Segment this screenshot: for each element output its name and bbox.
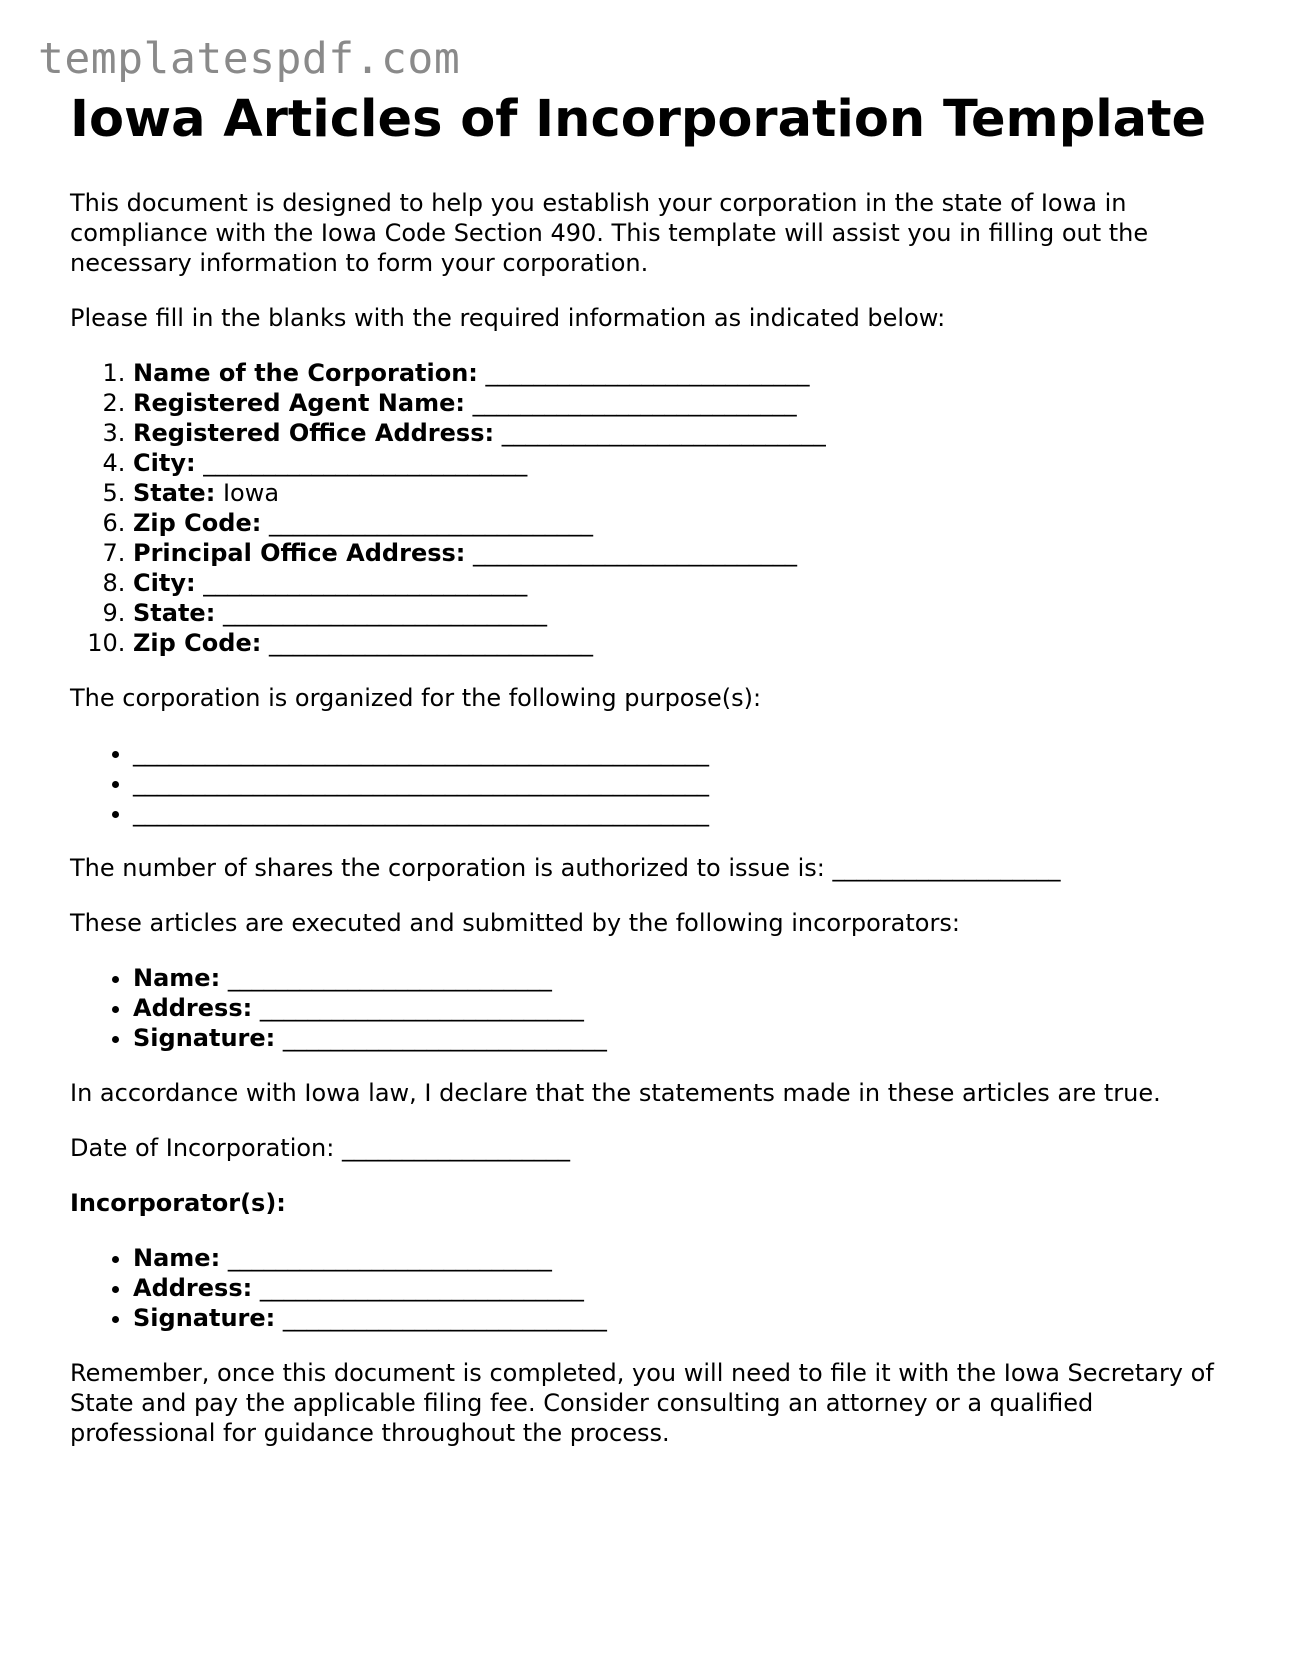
- field-value: ___________________________: [259, 1274, 584, 1302]
- field-value: ___________________________: [222, 599, 547, 627]
- purpose-blank: ________________________________________________: [133, 769, 709, 797]
- declaration-paragraph: In accordance with Iowa law, I declare that the statements made in these articles are true.: [70, 1079, 1161, 1107]
- field-value: ___________________________: [473, 539, 798, 567]
- field-value: Iowa: [222, 479, 280, 507]
- closing-paragraph: Remember, once this document is completed, you will need to file it with the Iowa Secretary of State and pay the applicable filing fee. Consider consulting an attorney or a qualified professional for guidance throughout the process.: [70, 1359, 1214, 1447]
- purpose-blank: ________________________________________________: [133, 739, 709, 767]
- field-value: ___________________________: [227, 964, 552, 992]
- incorporators-heading: Incorporator(s):: [70, 1189, 286, 1217]
- field-value: ___________________________: [203, 449, 528, 477]
- field-label: State:: [133, 599, 216, 627]
- field-value: ___________________________: [282, 1304, 607, 1332]
- date-blank: ___________________: [341, 1134, 570, 1162]
- field-label: Name of the Corporation:: [133, 359, 478, 387]
- watermark: templatespdf.com: [38, 34, 461, 84]
- field-value: ___________________________: [203, 569, 528, 597]
- field-label: City:: [133, 569, 196, 597]
- executed-paragraph: These articles are executed and submitted by the following incorporators:: [70, 909, 960, 937]
- incorporator-name: [133, 963, 1230, 993]
- field-registered-office-address: [133, 418, 1230, 448]
- incorporator-address: [133, 1273, 1230, 1303]
- field-label: City:: [133, 449, 196, 477]
- shares-blank: ___________________: [832, 854, 1061, 882]
- incorporator-signature: [133, 1303, 1230, 1333]
- purposes-list: [70, 738, 1230, 828]
- corporation-fields-list: [70, 358, 1230, 658]
- purpose-item: [133, 798, 1230, 828]
- field-label: State:: [133, 479, 216, 507]
- field-value: ___________________________: [472, 389, 797, 417]
- field-value: ___________________________: [268, 629, 593, 657]
- document-title: Iowa Articles of Incorporation Template: [70, 90, 1207, 149]
- incorporators-list-2: [70, 1243, 1230, 1333]
- purpose-item: [133, 768, 1230, 798]
- field-label: Signature:: [133, 1024, 276, 1052]
- field-value: ___________________________: [501, 419, 826, 447]
- field-value: ___________________________: [485, 359, 810, 387]
- instructions-paragraph: Please fill in the blanks with the required information as indicated below:: [70, 304, 946, 332]
- purpose-item: [133, 738, 1230, 768]
- incorporator-address: [133, 993, 1230, 1023]
- field-label: Name:: [133, 964, 221, 992]
- purpose-blank: ________________________________________________: [133, 799, 709, 827]
- incorporator-name: [133, 1243, 1230, 1273]
- purpose-intro: The corporation is organized for the following purpose(s):: [70, 684, 762, 712]
- field-label: Registered Office Address:: [133, 419, 495, 447]
- incorporators-list-1: [70, 963, 1230, 1053]
- field-registered-agent-name: [133, 388, 1230, 418]
- field-value: ___________________________: [282, 1024, 607, 1052]
- field-label: Name:: [133, 1244, 221, 1272]
- date-label: Date of Incorporation:: [70, 1134, 335, 1162]
- field-corporation-name: [133, 358, 1230, 388]
- field-label: Address:: [133, 1274, 253, 1302]
- field-value: ___________________________: [268, 509, 593, 537]
- incorporator-signature: [133, 1023, 1230, 1053]
- field-label: Principal Office Address:: [133, 539, 466, 567]
- field-registered-state: [133, 478, 1230, 508]
- field-principal-zip: [133, 628, 1230, 658]
- intro-paragraph: This document is designed to help you establish your corporation in the state of Iowa in compliance with the Iowa Code Section 490. This template will assist you in filling out the necessary information to form your corporation.: [70, 189, 1149, 277]
- field-principal-office-address: [133, 538, 1230, 568]
- document-page: [70, 90, 1230, 1473]
- shares-paragraph: [70, 853, 1230, 883]
- field-label: Address:: [133, 994, 253, 1022]
- field-label: Registered Agent Name:: [133, 389, 465, 417]
- field-registered-city: [133, 448, 1230, 478]
- field-registered-zip: [133, 508, 1230, 538]
- field-label: Signature:: [133, 1304, 276, 1332]
- field-label: Zip Code:: [133, 509, 262, 537]
- field-label: Zip Code:: [133, 629, 262, 657]
- field-principal-state: [133, 598, 1230, 628]
- shares-text: The number of shares the corporation is authorized to issue is:: [70, 854, 825, 882]
- field-value: ___________________________: [227, 1244, 552, 1272]
- date-paragraph: [70, 1133, 1230, 1163]
- field-principal-city: [133, 568, 1230, 598]
- field-value: ___________________________: [259, 994, 584, 1022]
